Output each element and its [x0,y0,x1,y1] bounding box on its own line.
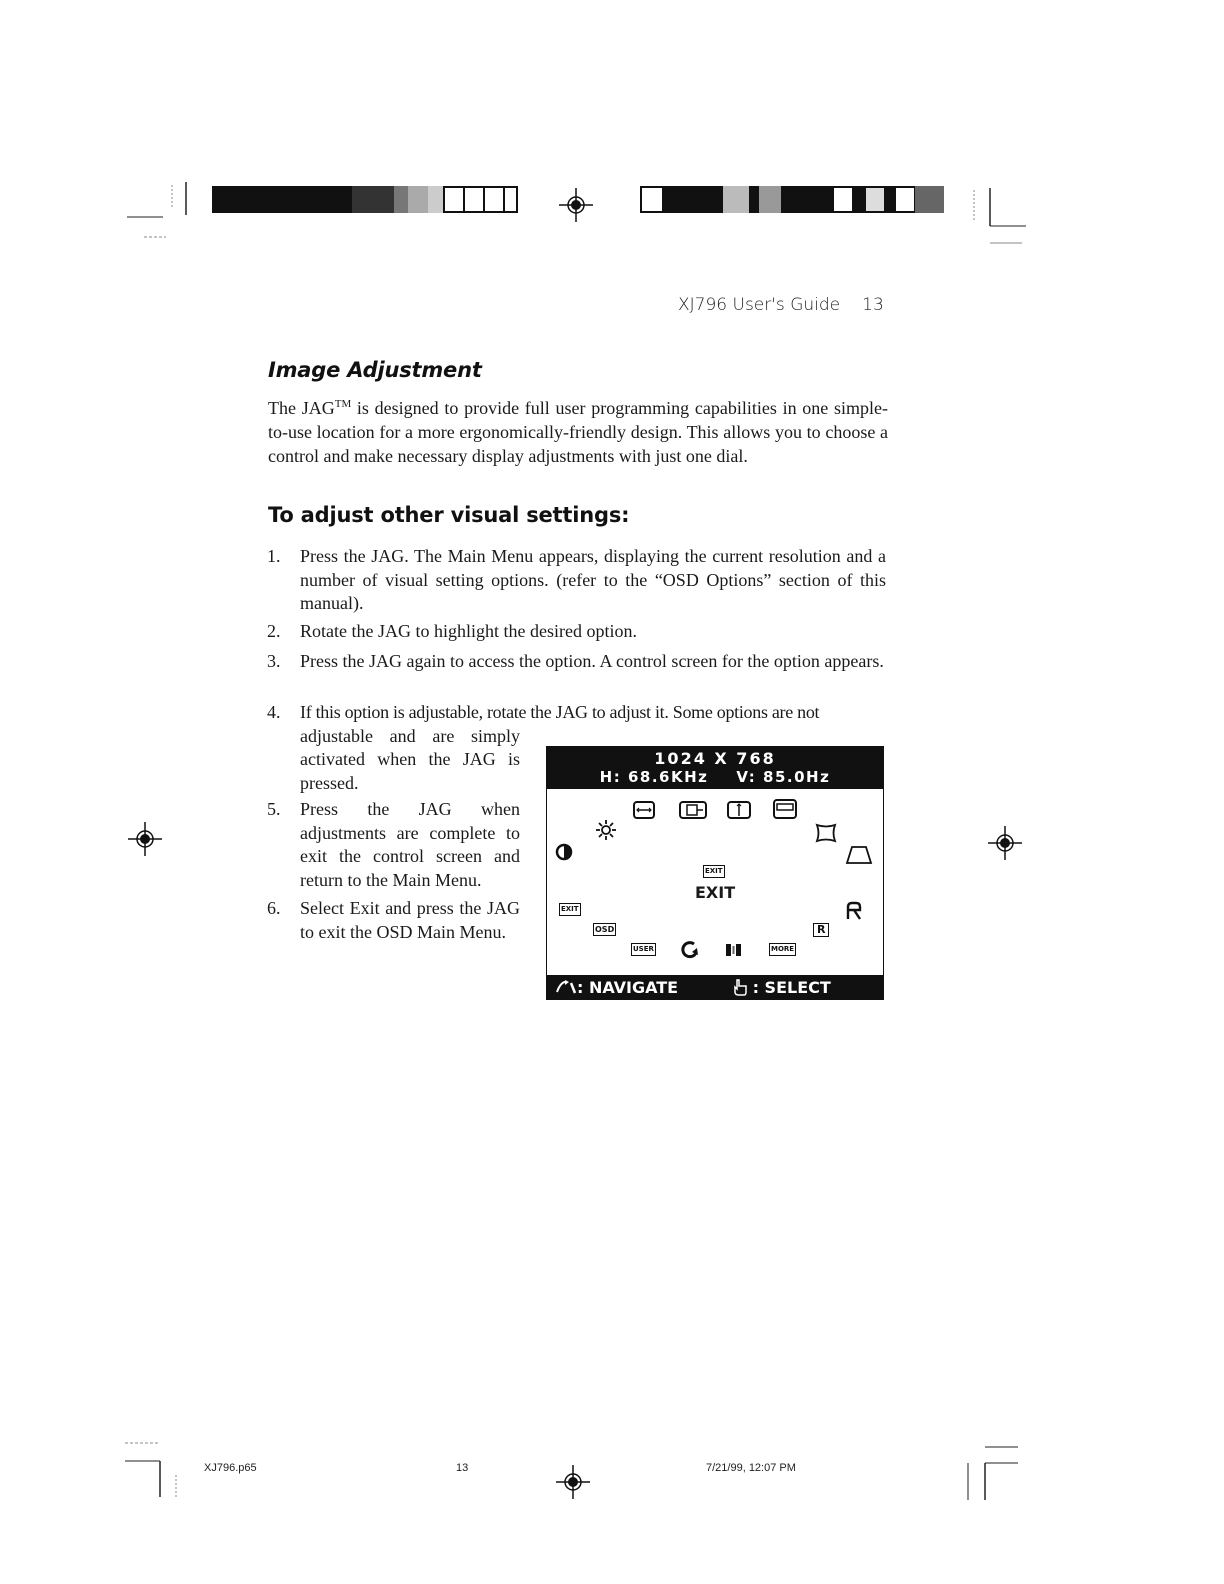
osd-frequency [547,768,883,786]
step-text-line1: If this option is adjustable, rotate the JAG to adjust it. Some options are not [300,702,820,722]
select-label: : SELECT [752,978,831,997]
step-text: Rotate the JAG to highlight the desired option. [300,621,637,641]
density-bar-right [640,186,944,213]
step-number: 4. [267,702,281,722]
step-5 [267,798,520,892]
page-number: 13 [862,295,884,315]
navigate-hint [555,978,678,997]
step-text: Press the JAG when adjustments are complete to exit the control screen and return to the Main Menu. [300,799,520,890]
section-heading-adjust-settings: To adjust other visual settings: [268,503,630,527]
contrast-icon [555,843,573,861]
intro-paragraph [268,392,888,468]
osd-main-menu [546,746,884,1000]
step-number: 6. [267,898,281,918]
step-number: 2. [267,621,281,641]
osd-status-bar [547,747,883,789]
registration-mark-top [559,188,593,222]
v-size-icon [727,801,751,819]
step-text: Press the JAG. The Main Menu appears, displaying the current resolution and a number of visual setting options. (refer to the “OSD Options” section of this manual). [300,546,886,613]
more-icon: MORE [769,943,796,956]
v-position-icon [773,799,797,819]
step-6 [267,897,520,944]
footer-filename: XJ796.p65 [204,1462,257,1474]
step-text: Select Exit and press the JAG to exit the OSD Main Menu. [300,898,520,942]
running-head [678,295,884,315]
registration-mark-bottom [556,1465,590,1499]
step-2 [267,620,886,644]
osd-resolution: 1024 X 768 [654,749,776,768]
osd-settings-icon: OSD [595,925,615,934]
select-hint [733,978,831,997]
step-number: 3. [267,651,281,671]
exit-icon: EXIT [559,903,581,916]
step-number: 5. [267,799,281,819]
brightness-icon [595,819,617,841]
footer-timestamp: 7/21/99, 12:07 PM [706,1462,796,1474]
density-bar-left [212,186,518,213]
h-position-icon [679,801,707,819]
registration-mark-right [988,826,1022,860]
footer-page: 13 [456,1462,469,1474]
intro-text-rest: is designed to provide full user programming capabilities in one simple-to-use location for a more ergonomically-friendly design. This allows you to choose a control and make necessary display adjustments with just one dial. [268,398,888,466]
moire-bars-icon [725,943,743,957]
registration-mark-left [128,822,162,856]
center-exit-tag: EXIT [703,865,725,878]
h-size-icon [633,801,655,819]
rotation-icon [845,901,863,921]
step-3 [267,650,886,674]
step-text-rest: adjustable and are simply activated when the JAG is pressed. [300,725,520,793]
guide-title: XJ796 User's Guide [678,295,841,315]
section-heading-image-adjustment: Image Adjustment [268,358,482,382]
intro-text-start: The JAG [268,398,335,418]
pincushion-icon [815,823,837,843]
osd-h-frequency: H: 68.6KHz [599,768,709,786]
step-text: Press the JAG again to access the option. A control screen for the option appears. [300,651,884,671]
user-color-icon: USER [631,943,656,956]
step-number: 1. [267,546,281,566]
trapezoid-icon [845,845,873,865]
degauss-icon [679,939,701,961]
exit-menu-item[interactable]: EXIT [695,883,736,902]
navigate-label: : NAVIGATE [577,978,679,997]
rotate-dial-icon [555,979,577,995]
step-1 [267,545,886,616]
press-finger-icon [733,978,747,996]
recall-icon: R [813,923,829,937]
trademark-mark: TM [334,398,352,410]
osd-v-frequency: V: 85.0Hz [736,768,831,786]
osd-hint-bar [547,975,883,999]
